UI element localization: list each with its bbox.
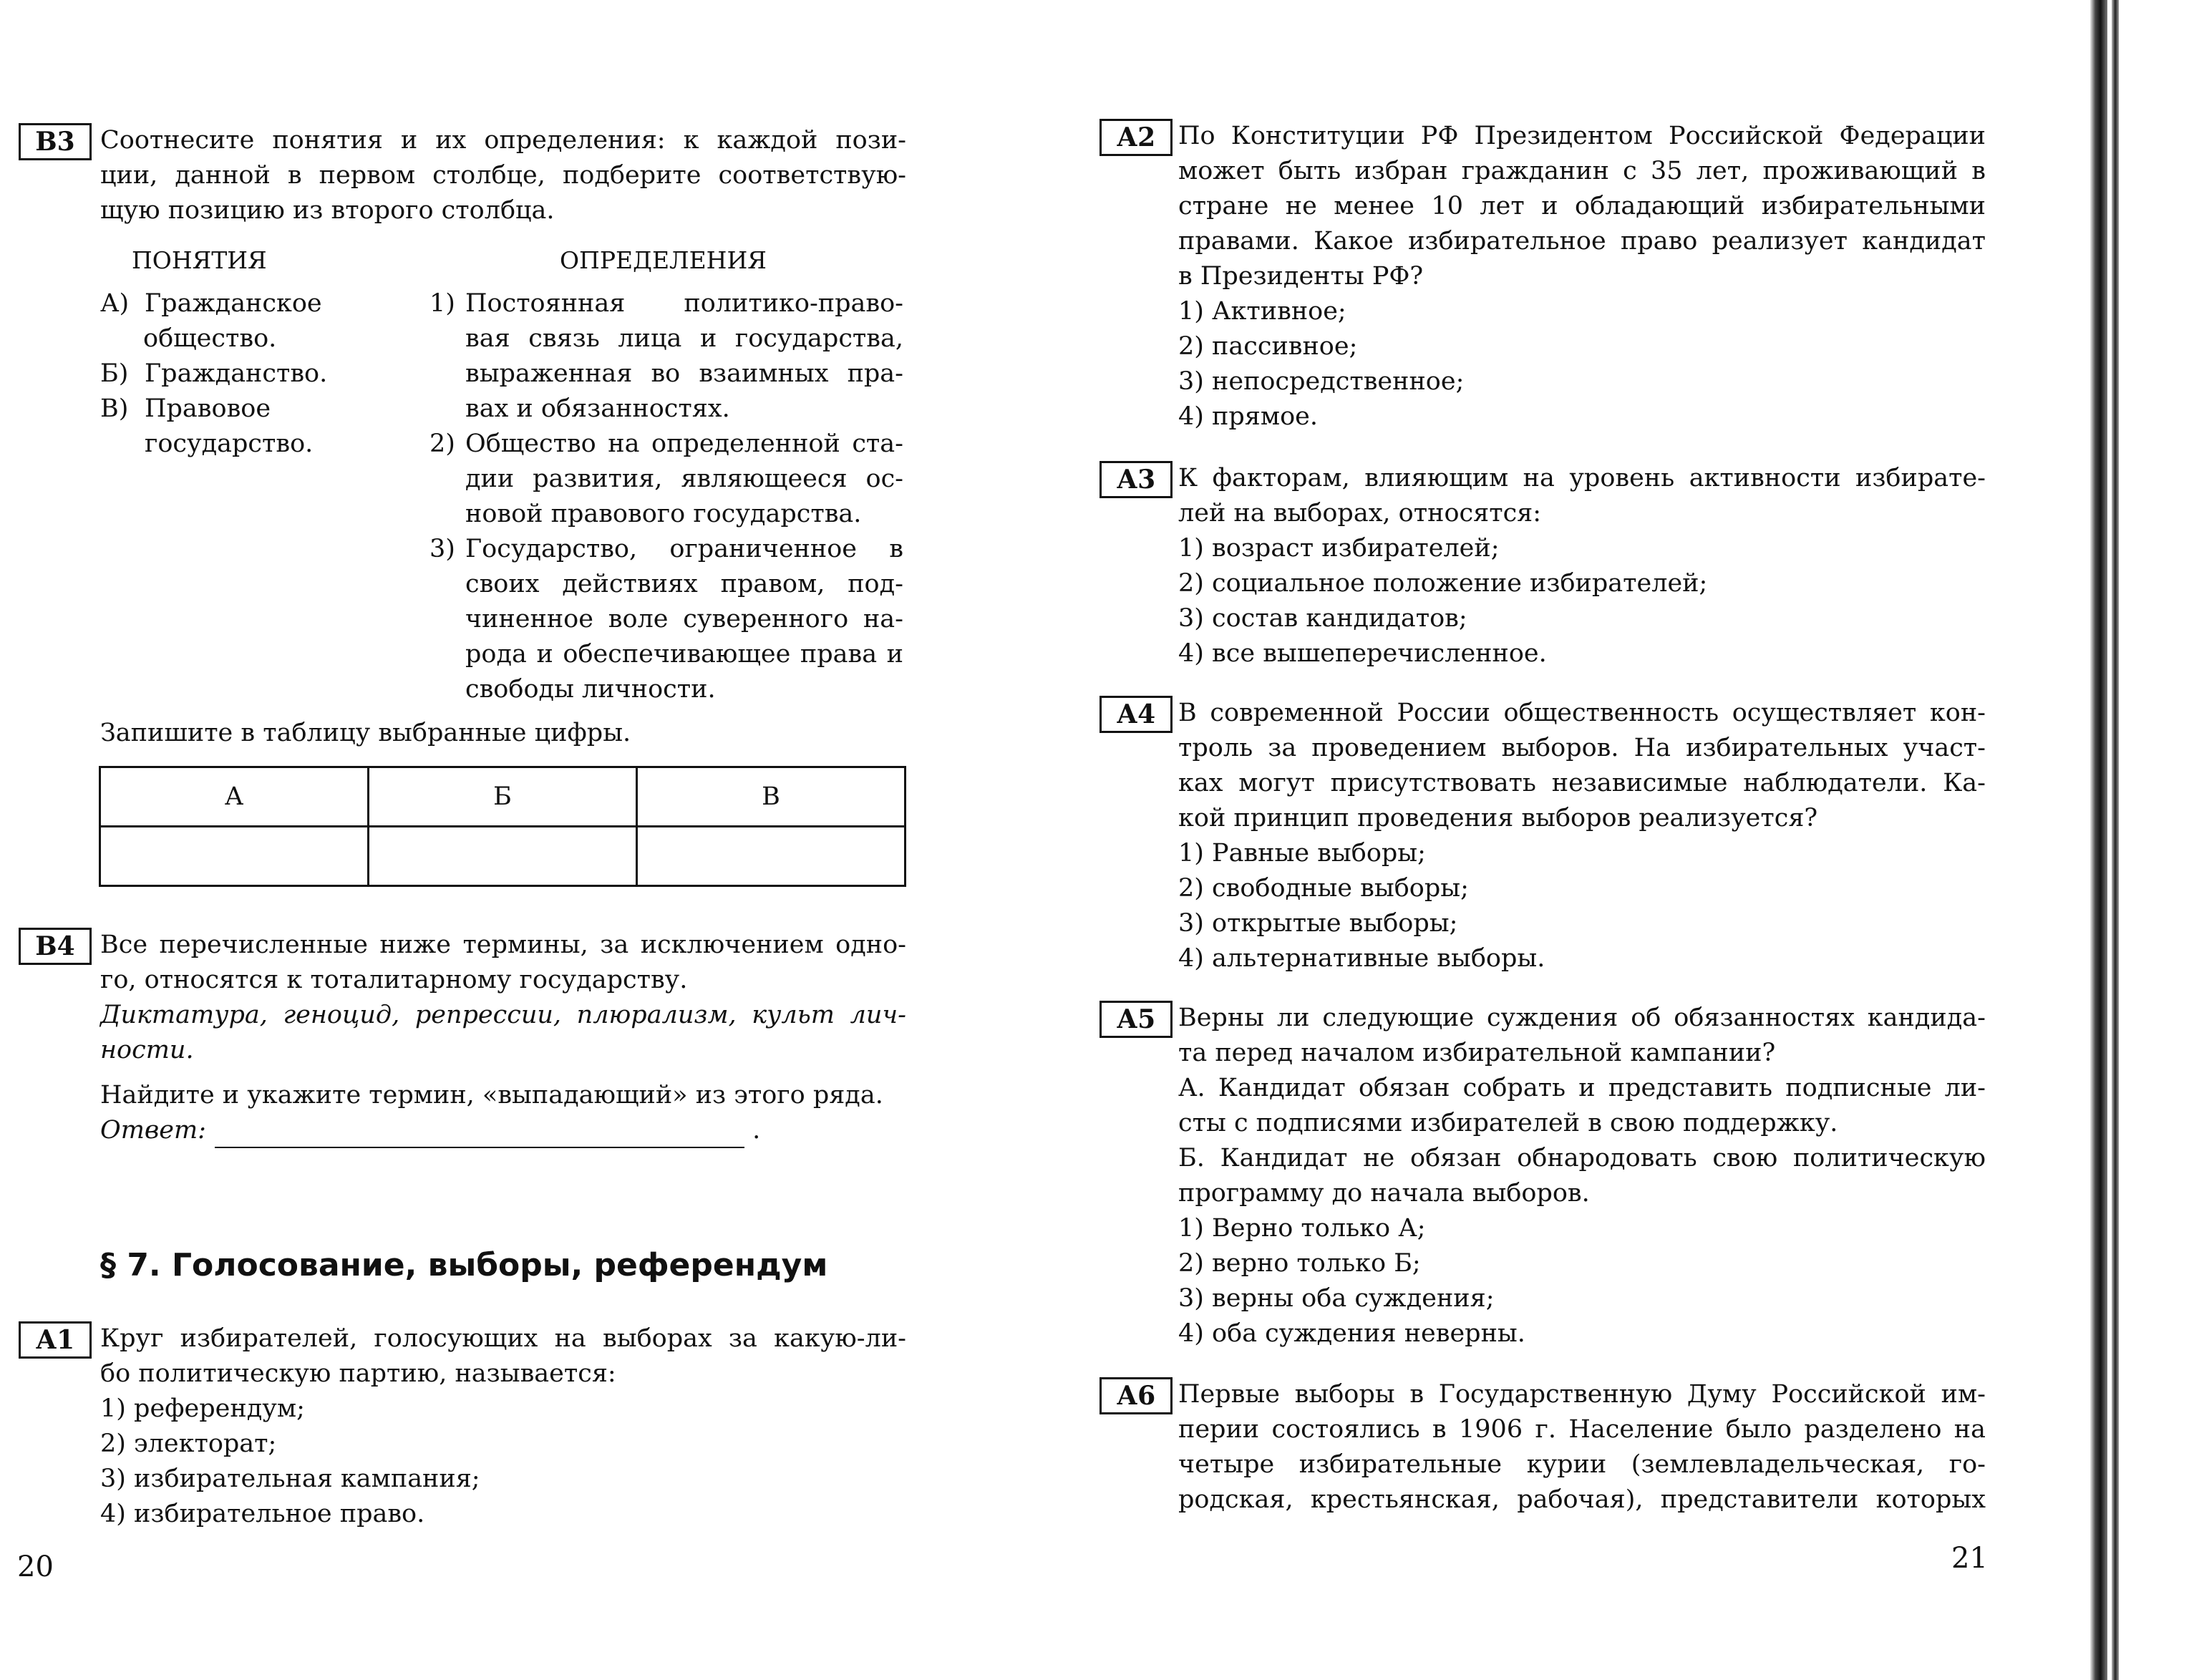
option: 1) Активное; bbox=[1178, 297, 1346, 326]
concept-item: Б) Гражданство. bbox=[100, 359, 328, 388]
question-text: Соотнесите понятия и их определения: к каждой пози- ции, данной в первом столбце, подберите соответствую- щую позицию из второго столбца. bbox=[100, 126, 906, 225]
question-text: В современной России общественность осуществляет кон- троль за проведением выборов. На избирательных участ- ках могут присутствовать независимые наблюдатели. Ка- кой принцип проведения выборов реализуется? 1) Равные выборы; 2) свободные выборы; 3) открытые выборы; 4) альтернативные выборы. bbox=[1178, 696, 1986, 976]
table-row bbox=[100, 767, 906, 827]
option: 4) прямое. bbox=[1178, 402, 1318, 431]
table-header-b: Б bbox=[369, 767, 637, 827]
table-row bbox=[100, 827, 906, 886]
concepts-list bbox=[100, 286, 327, 462]
definitions-list bbox=[429, 286, 903, 707]
definition-item: 3) Государство, ограниченное в своих действиях правом, под- чиненное воле суверенного на- рода и обеспечивающее права и свободы личности. bbox=[429, 535, 903, 704]
option: 3) непосредственное; bbox=[1178, 367, 1465, 396]
question-text: Все перечисленные ниже термины, за исключением одно- го, относятся к тоталитарному государству. Диктатура, геноцид, репрессии, плюрализм, культ лич- ности. Найдите и укажите термин, «выпадающий» из этого ряда. Ответ: . bbox=[100, 928, 906, 1148]
question-label: В4 bbox=[19, 928, 92, 965]
question-label: А4 bbox=[1100, 696, 1173, 733]
table-instruction: Запишите в таблицу выбранные цифры. bbox=[100, 719, 631, 747]
question-label: А2 bbox=[1100, 119, 1173, 156]
answer-cell-v[interactable] bbox=[637, 827, 906, 886]
page-number: 20 bbox=[17, 1550, 54, 1583]
answer-cell-b[interactable] bbox=[369, 827, 637, 886]
question-label: В3 bbox=[19, 123, 92, 160]
question-text: Круг избирателей, голосующих на выборах за какую-ли- бо политическую партию, называется: 1) референдум; 2) электорат; 3) избирательная кампания; 4) избирательное право. bbox=[100, 1321, 906, 1532]
option: 3) верны оба суждения; bbox=[1178, 1284, 1495, 1313]
answer-input-line[interactable] bbox=[215, 1122, 744, 1148]
column-heading-concepts: ПОНЯТИЯ bbox=[132, 246, 267, 274]
question-text: Первые выборы в Государственную Думу Российской им- перии состоялись в 1906 г. Население было разделено на четыре избирательные курии (землевладельческая, го- родская, крестьянская, рабочая), представители которых bbox=[1178, 1380, 1986, 1514]
question-label: А1 bbox=[19, 1321, 92, 1359]
question-label: А5 bbox=[1100, 1001, 1173, 1038]
option: 1) Равные выборы; bbox=[1178, 839, 1426, 868]
answer-label: Ответ: bbox=[100, 1116, 206, 1145]
option: 2) электорат; bbox=[100, 1429, 277, 1458]
question-label: А3 bbox=[1100, 461, 1173, 498]
option: 3) избирательная кампания; bbox=[100, 1465, 480, 1493]
answer-cell-a[interactable] bbox=[100, 827, 369, 886]
right-page bbox=[1100, 0, 2199, 1680]
question-text: По Конституции РФ Президентом Российской Федерации может быть избран гражданин с 35 лет, проживающий в стране не менее 10 лет и обладающий избирательными правами. Какое избирательное право реализует кандидат в Президенты РФ? 1) Активное; 2) пассивное; 3) непосредственное; 4) прямое. bbox=[1178, 119, 1986, 434]
option: 3) состав кандидатов; bbox=[1178, 604, 1467, 633]
option: 4) альтернативные выборы. bbox=[1178, 944, 1545, 973]
page-number: 21 bbox=[1951, 1542, 1988, 1575]
definition-item: 1) Постоянная политико-право- вая связь лица и государства, выраженная во взаимных пра- вах и обязанностях. bbox=[429, 289, 903, 423]
option: 3) открытые выборы; bbox=[1178, 909, 1458, 938]
option: 1) возраст избирателей; bbox=[1178, 534, 1500, 563]
question-text: К факторам, влияющим на уровень активности избирате- лей на выборах, относятся: 1) возраст избирателей; 2) социальное положение избирателей; 3) состав кандидатов; 4) все вышеперечисленное. bbox=[1178, 461, 1986, 671]
option: 2) пассивное; bbox=[1178, 332, 1358, 361]
table-header-a: А bbox=[100, 767, 369, 827]
definition-item: 2) Общество на определенной ста- дии развития, являющееся ос- новой правового государства. bbox=[429, 429, 903, 528]
book-spine-edge bbox=[2112, 0, 2119, 1680]
answer-end: . bbox=[752, 1116, 761, 1145]
question-label: А6 bbox=[1100, 1377, 1173, 1414]
concept-item: В) Правовое государство. bbox=[100, 394, 314, 458]
question-text: Верны ли следующие суждения об обязанностях кандида- та перед началом избирательной кампании? А. Кандидат обязан собрать и представить подписные ли- сты с подписями избирателей в свою поддержку. Б. Кандидат не обязан обнародовать свою политическую программу до начала выборов. 1) Верно только А; 2) верно только Б; 3) верны оба суждения; 4) оба суждения неверны. bbox=[1178, 1001, 1986, 1351]
column-heading-definitions: ОПРЕДЕЛЕНИЯ bbox=[560, 246, 767, 274]
section-heading: § 7. Голосование, выборы, референдум bbox=[100, 1247, 828, 1283]
option: 1) референдум; bbox=[100, 1394, 305, 1423]
concept-item: А) Гражданское общество. bbox=[100, 289, 322, 353]
answer-table bbox=[99, 766, 906, 887]
table-header-v: В bbox=[637, 767, 906, 827]
option: 4) избирательное право. bbox=[100, 1500, 425, 1528]
option: 4) оба суждения неверны. bbox=[1178, 1319, 1525, 1348]
option: 1) Верно только А; bbox=[1178, 1214, 1426, 1243]
option: 2) социальное положение избирателей; bbox=[1178, 569, 1708, 598]
option: 4) все вышеперечисленное. bbox=[1178, 639, 1547, 668]
book-spine-shadow bbox=[2090, 0, 2107, 1680]
option: 2) верно только Б; bbox=[1178, 1249, 1421, 1278]
option: 2) свободные выборы; bbox=[1178, 874, 1469, 903]
